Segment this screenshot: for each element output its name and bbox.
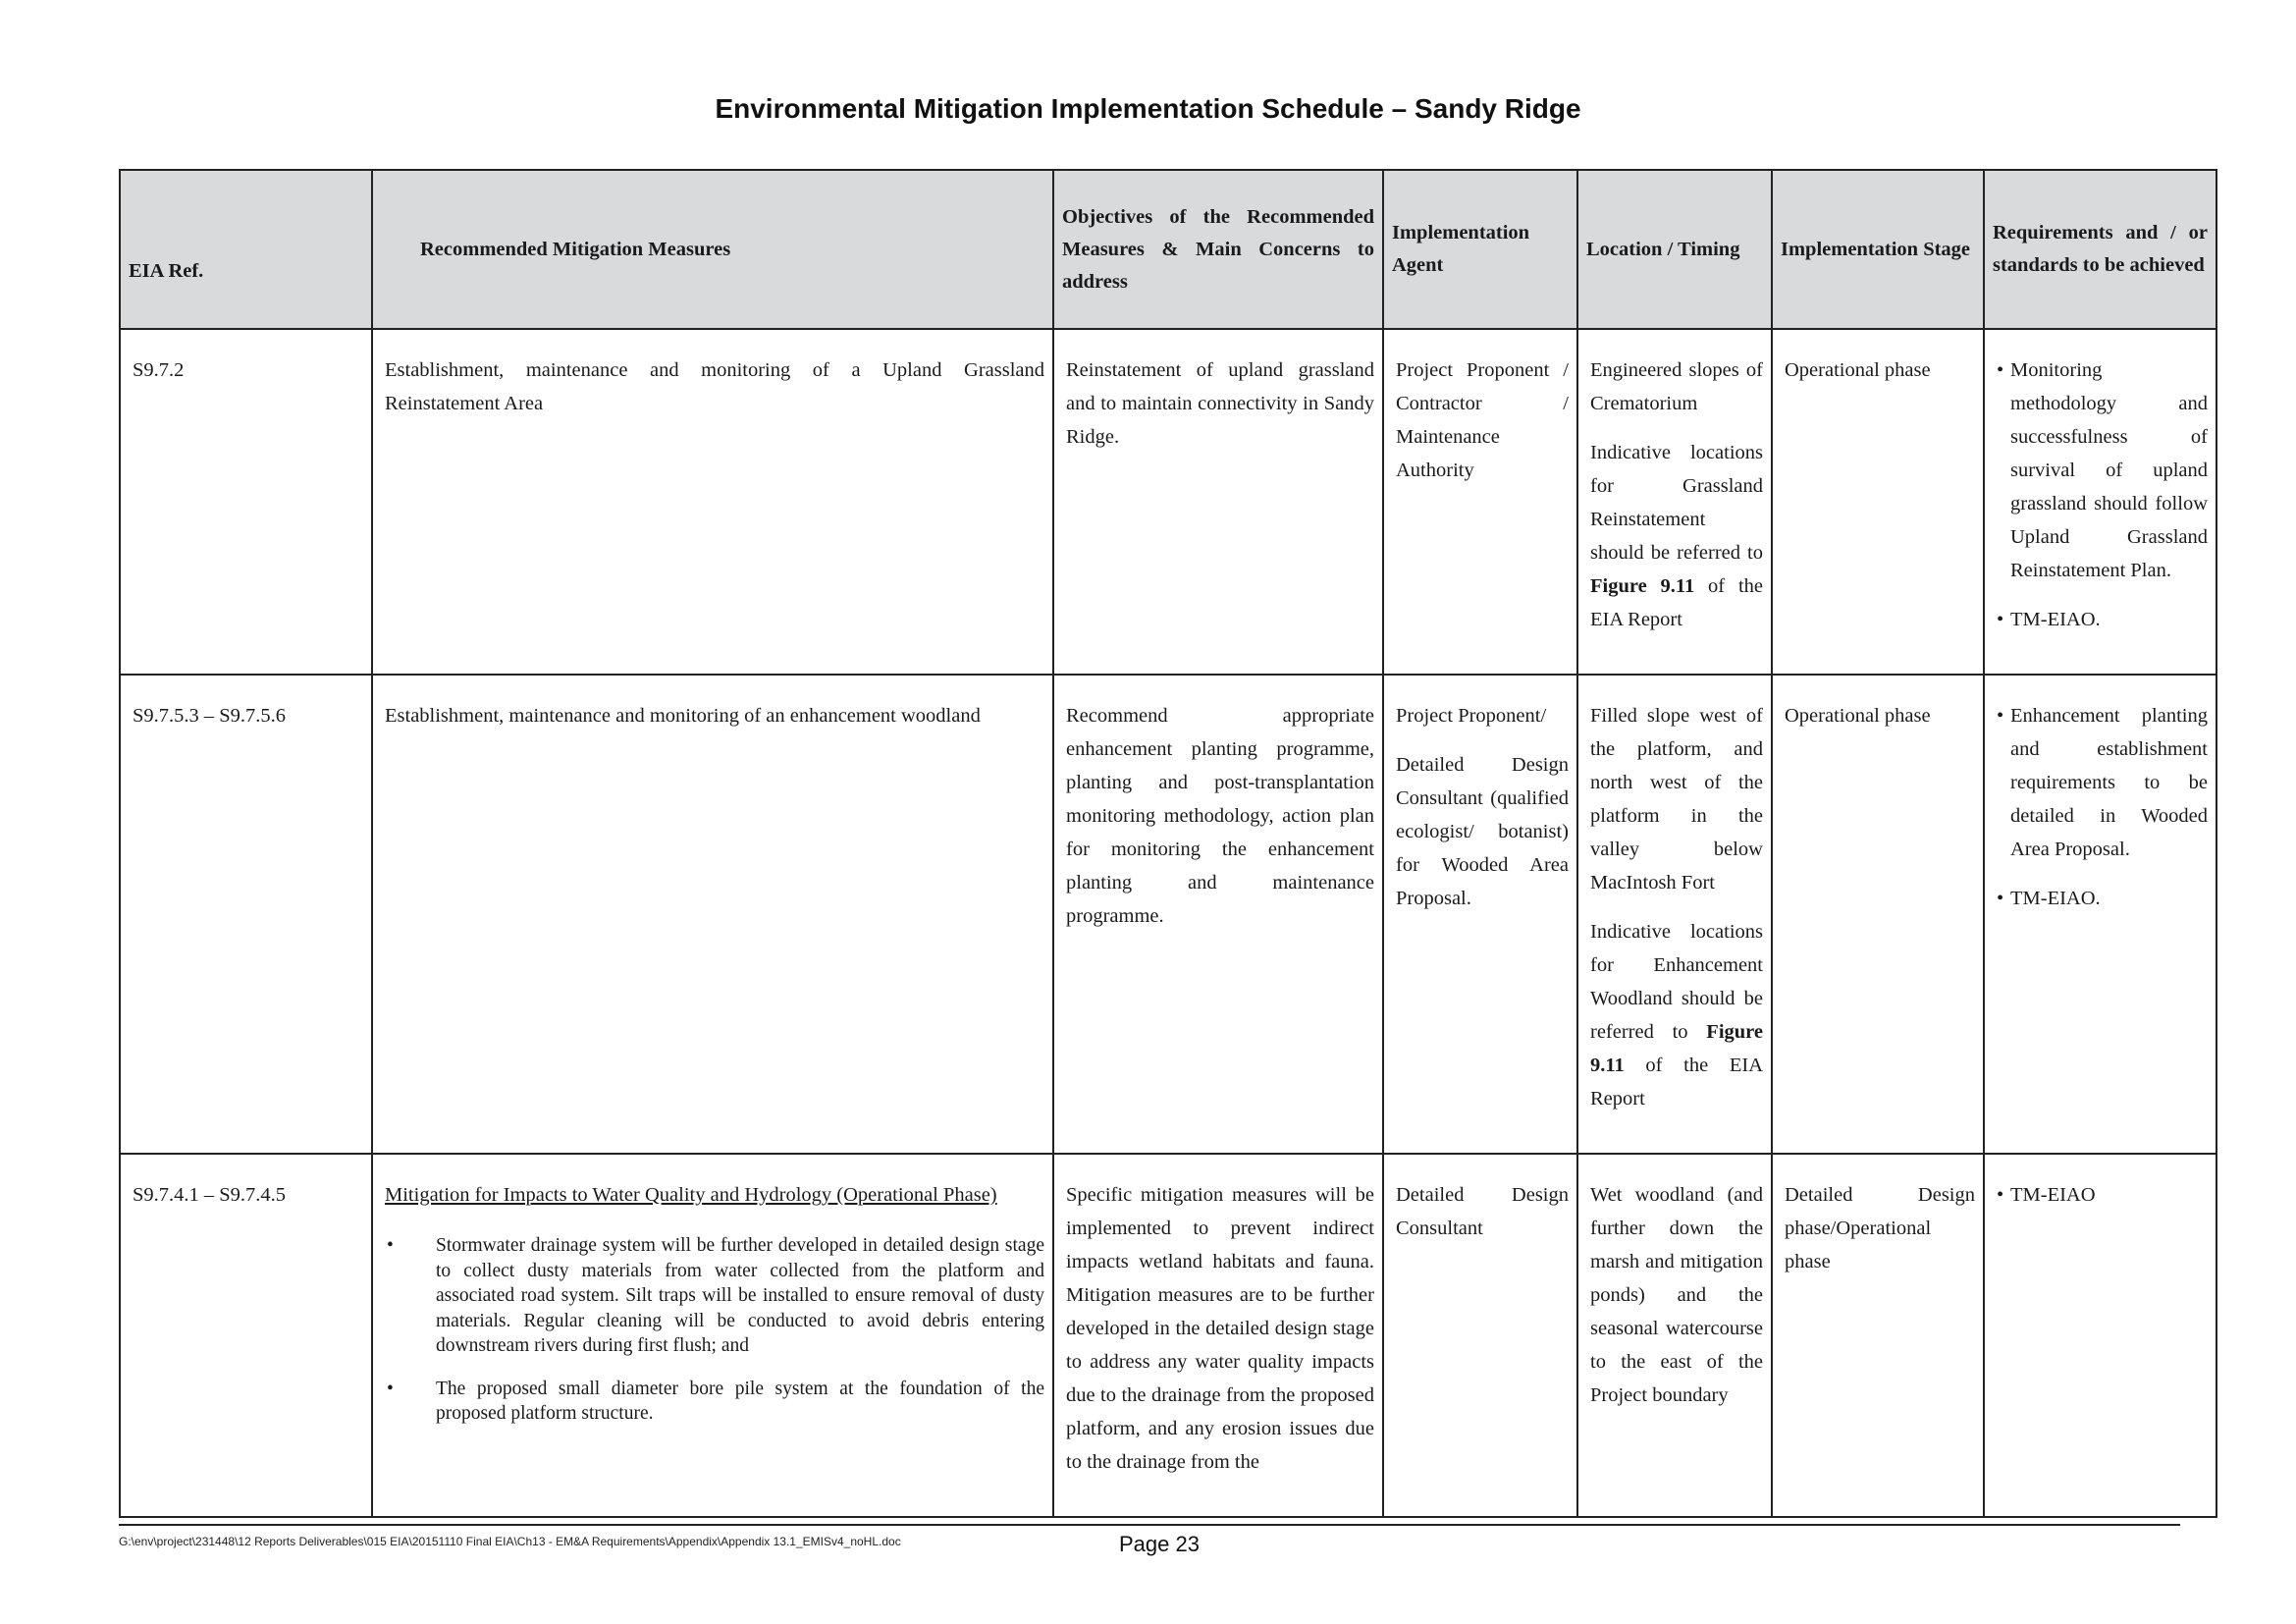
cell-location: Wet woodland (and further down the marsh and mitigation ponds) and the seasonal watercourse to the east of the Project boundary xyxy=(1577,1154,1772,1517)
cell-eia-ref: S9.7.2 xyxy=(120,329,372,675)
header-mitigation-measures: Recommended Mitigation Measures xyxy=(372,170,1053,329)
list-item: • TM-EIAO. xyxy=(1997,882,2208,915)
list-item: • Stormwater drainage system will be further developed in detailed design stage to collect dusty materials from water collected from the platform and associated road system. Silt traps will be installed to ensure removal of dusty materials. Regular cleaning will be conducted to avoid debris entering downstream rivers during first flush; and xyxy=(385,1233,1044,1359)
cell-stage: Operational phase xyxy=(1772,329,1984,675)
cell-eia-ref: S9.7.4.1 – S9.7.4.5 xyxy=(120,1154,372,1517)
cell-location: Engineered slopes of Crematorium Indicative locations for Grassland Reinstatement should be referred to Figure 9.11 of the EIA Report xyxy=(1577,329,1772,675)
header-implementation-agent: Implementation Agent xyxy=(1383,170,1577,329)
list-item: • Enhancement planting and establishment requirements to be detailed in Wooded Area Proposal. xyxy=(1997,699,2208,866)
measures-heading: Mitigation for Impacts to Water Quality and Hydrology (Operational Phase) xyxy=(385,1184,997,1206)
cell-agent: Project Proponent / Contractor / Maintenance Authority xyxy=(1383,329,1577,675)
table-row xyxy=(120,1154,2216,1517)
cell-objectives: Reinstatement of upland grassland and to maintain connectivity in Sandy Ridge. xyxy=(1053,329,1383,675)
header-implementation-stage: Implementation Stage xyxy=(1772,170,1984,329)
cell-requirements xyxy=(1984,1154,2216,1517)
cell-location: Filled slope west of the platform, and north west of the platform in the valley below MacIntosh Fort Indicative locations for Enhancement Woodland should be referred to Figure 9.11 of the EIA Report xyxy=(1577,675,1772,1154)
cell-measures: Establishment, maintenance and monitoring of an enhancement woodland xyxy=(372,675,1053,1154)
cell-agent: Detailed Design Consultant xyxy=(1383,1154,1577,1517)
list-item: • TM-EIAO xyxy=(1997,1178,2208,1212)
header-eia-ref: EIA Ref. xyxy=(120,170,372,329)
cell-objectives: Specific mitigation measures will be implemented to prevent indirect impacts wetland habitats and fauna. Mitigation measures are to be further developed in the detailed design stage to address any water quality impacts due to the drainage from the proposed platform, and any erosion issues due to the drainage from the xyxy=(1053,1154,1383,1517)
page-title: Environmental Mitigation Implementation Schedule – Sandy Ridge xyxy=(715,93,1581,124)
table-row xyxy=(120,329,2216,675)
footer-divider xyxy=(119,1524,2180,1526)
cell-requirements xyxy=(1984,329,2216,675)
footer-file-path: G:\env\project\231448\12 Reports Deliverables\015 EIA\20151110 Final EIA\Ch13 - EM&A Requirements\Appendix\Appendix 13.1_EMISv4_noHL.doc xyxy=(119,1535,901,1548)
cell-eia-ref: S9.7.5.3 – S9.7.5.6 xyxy=(120,675,372,1154)
cell-stage: Detailed Design phase/Operational phase xyxy=(1772,1154,1984,1517)
list-item: • Monitoring methodology and successfulness of survival of upland grassland should follow Upland Grassland Reinstatement Plan. xyxy=(1997,353,2208,587)
cell-measures: Establishment, maintenance and monitoring of a Upland Grassland Reinstatement Area xyxy=(372,329,1053,675)
list-item: • The proposed small diameter bore pile system at the foundation of the proposed platform structure. xyxy=(385,1377,1044,1427)
header-location-timing: Location / Timing xyxy=(1577,170,1772,329)
cell-requirements xyxy=(1984,675,2216,1154)
header-requirements: Requirements and / or standards to be achieved xyxy=(1984,170,2216,329)
list-item: • TM-EIAO. xyxy=(1997,603,2208,636)
table-header-row xyxy=(120,170,2216,329)
page-number: Page 23 xyxy=(1119,1532,1200,1556)
cell-agent: Project Proponent/ Detailed Design Consultant (qualified ecologist/ botanist) for Wooded Area Proposal. xyxy=(1383,675,1577,1154)
table-row xyxy=(120,675,2216,1154)
mitigation-schedule-table xyxy=(119,169,2217,1518)
cell-objectives: Recommend appropriate enhancement planting programme, planting and post-transplantation monitoring methodology, action plan for monitoring the enhancement planting and maintenance programme. xyxy=(1053,675,1383,1154)
header-objectives: Objectives of the Recommended Measures & Main Concerns to address xyxy=(1053,170,1383,329)
cell-stage: Operational phase xyxy=(1772,675,1984,1154)
cell-measures xyxy=(372,1154,1053,1517)
